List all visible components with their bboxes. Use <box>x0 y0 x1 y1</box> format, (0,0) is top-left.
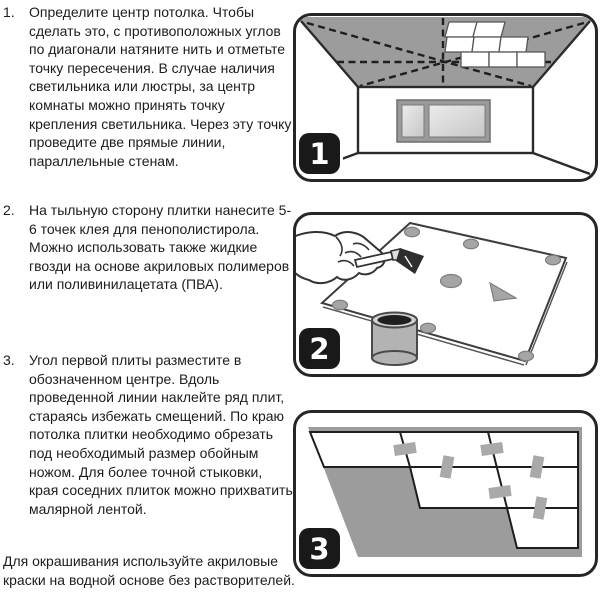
painting-note: Для окрашивания используйте акриловые краски на водной основе без растворителей. <box>3 553 295 588</box>
window <box>397 100 490 142</box>
step-1-item <box>3 3 294 170</box>
step-2-number: 2. <box>3 202 15 218</box>
step-3-badge: 3 <box>299 528 340 569</box>
step-3-item <box>3 351 294 518</box>
step-2-text: На тыльную сторону плитки нанесите 5-6 точек клея для пенополистирола. Можно использовать также жидкие гвозди на основе акриловых полимеров или поливинилацетата (ПВА). <box>29 202 292 293</box>
figure-step-2 <box>293 212 598 377</box>
step-3-text: Угол первой плиты разместите в обозначенном центре. Вдоль проведенной линии наклейте ряд плит, стараясь избежать смещений. По краю потолка плитки необходимо обрезать под необходимый размер обойным ножом. Для более точной стыковки, края соседних плиток можно прихватить малярной лентой. <box>29 352 293 517</box>
figure-step-3 <box>293 410 598 577</box>
step-1-text: Определите центр потолка. Чтобы сделать это, с противоположных углов по диагонали натяните нить и отметьте точку пересечения. В случае наличия светильника или люстры, за центр комнаты можно принять точку крепления светильника. Через эту точку проведите две прямые линии, параллельные стенам. <box>29 4 292 169</box>
step-3-number: 3. <box>3 352 15 368</box>
glue-pot <box>372 313 417 366</box>
step-1-badge: 1 <box>299 133 340 174</box>
step-1-number: 1. <box>3 4 15 20</box>
figure-step-1 <box>293 13 598 182</box>
step-2-badge: 2 <box>299 328 340 369</box>
step-2-item <box>3 201 294 294</box>
